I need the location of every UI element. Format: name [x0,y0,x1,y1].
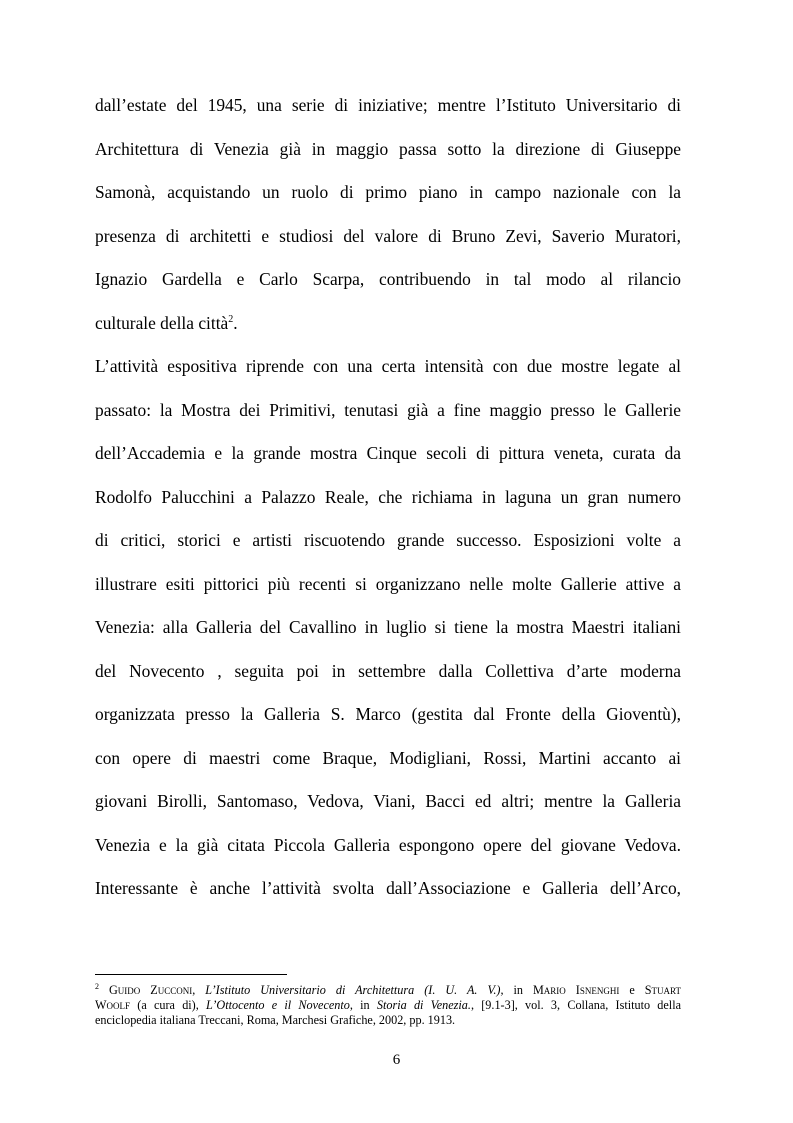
body-line: L’attività espositiva riprende con una certa intensità con due mostre legate al [95,356,681,376]
footnote-text: in [503,983,533,997]
body-line: dall’estate del 1945, una serie di iniziative; mentre l’Istituto Universitario di [95,95,681,115]
footnote-separator [95,974,287,975]
footnote-line [95,998,681,1012]
body-line: Venezia e la già citata Piccola Galleria espongono opere del giovane Vedova. [95,835,681,855]
body-line: Venezia: alla Galleria del Cavallino in luglio si tiene la mostra Maestri italiani [95,617,681,637]
body-line: passato: la Mostra dei Primitivi, tenutasi già a fine maggio presso le Gallerie [95,400,681,420]
body-line: di critici, storici e artisti riscuotendo grande successo. Esposizioni volte a [95,530,681,550]
footnote-text: (a cura di), [130,998,207,1012]
footnote-text: , [192,983,206,997]
body-line: illustrare esiti pittorici più recenti si organizzano nelle molte Gallerie attive a [95,574,681,594]
footnote-ref[interactable]: 2 [228,314,234,325]
body-line: organizzata presso la Galleria S. Marco (gestita dal Fronte della Gioventù), [95,704,681,724]
page-number: 6 [392,1052,401,1068]
footnote-text: , [9.1-3], vol. 3, Collana, Istituto della [470,998,681,1012]
footnote-line: enciclopedia italiana Treccani, Roma, Marchesi Grafiche, 2002, pp. 1913. [95,1013,456,1027]
footnote-line [95,983,681,997]
body-line: dell’Accademia e la grande mostra Cinque secoli di pittura veneta, curata da [95,443,681,463]
body-line: Samonà, acquistando un ruolo di primo piano in campo nazionale con la [95,182,681,202]
footnote-editor: Mario Isnenghi [532,983,620,997]
body-line: giovani Birolli, Santomaso, Vedova, Viani, Bacci ed altri; mentre la Galleria [95,791,681,811]
body-line: Architettura di Venezia già in maggio passa sotto la direzione di Giuseppe [95,139,681,159]
body-line: presenza di architetti e studiosi del valore di Bruno Zevi, Saverio Muratori, [95,226,681,246]
footnote-text: e [619,983,645,997]
body-line: Ignazio Gardella e Carlo Scarpa, contribuendo in tal modo al rilancio [95,269,681,289]
sentence-period: . [233,313,238,333]
footnote-title: L’Istituto Universitario di Architettura (I. U. A. V.), [205,983,504,997]
footnote-author: Guido Zucconi [109,983,193,997]
footnote-text: , in [349,998,377,1012]
body-line-with-footnote-ref [95,313,681,333]
body-line: con opere di maestri come Braque, Modigliani, Rossi, Martini accanto ai [95,748,681,768]
footnote-editor: Stuart [644,983,682,997]
footnote-title: Storia di Venezia. [376,998,471,1012]
footnote-title: L’Ottocento e il Novecento [206,998,350,1012]
footnote-number: 2 [95,982,99,991]
footnote-editor: Woolf [95,998,131,1012]
body-line-text: culturale della città [95,313,229,333]
body-line: del Novecento , seguita poi in settembre dalla Collettiva d’arte moderna [95,661,681,681]
body-line: Interessante è anche l’attività svolta dall’Associazione e Galleria dell’Arco, [95,878,681,898]
body-line: Rodolfo Palucchini a Palazzo Reale, che richiama in laguna un gran numero [95,487,681,507]
